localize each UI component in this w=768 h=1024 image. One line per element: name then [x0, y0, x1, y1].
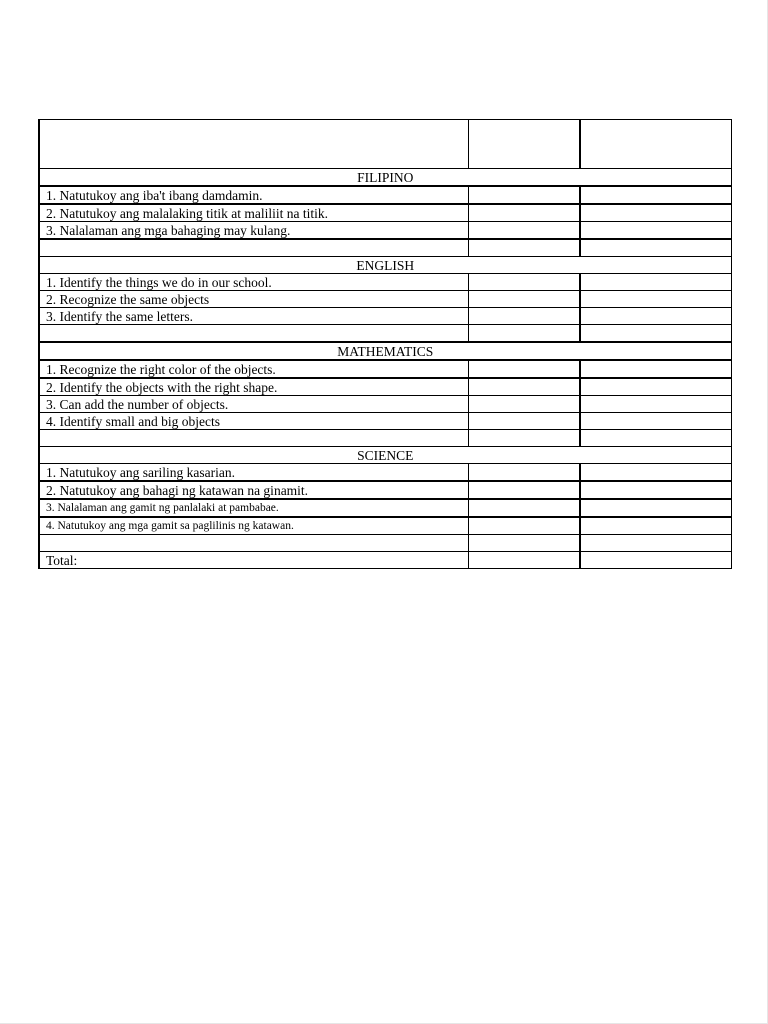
rating-cell[interactable]	[468, 291, 580, 308]
table-row	[39, 360, 731, 378]
blank-cell	[468, 430, 580, 447]
remarks-cell[interactable]	[580, 274, 731, 291]
competency-cell: 3. Identify the same letters.	[39, 308, 468, 325]
total-label: Total:	[39, 552, 468, 569]
competency-cell: 3. Nalalaman ang gamit ng panlalaki at pambabae.	[39, 499, 468, 517]
total-cell-column-2[interactable]	[468, 552, 580, 569]
remarks-cell[interactable]	[580, 517, 731, 535]
blank-cell	[468, 325, 580, 343]
blank-cell	[468, 239, 580, 257]
remarks-cell[interactable]	[580, 360, 731, 378]
remarks-cell[interactable]	[580, 499, 731, 517]
rating-cell[interactable]	[468, 481, 580, 499]
header-cell-competency	[39, 120, 468, 169]
blank-row	[39, 430, 731, 447]
competency-cell: 4. Identify small and big objects	[39, 413, 468, 430]
remarks-cell[interactable]	[580, 291, 731, 308]
remarks-cell[interactable]	[580, 464, 731, 482]
rating-cell[interactable]	[468, 204, 580, 222]
rating-cell[interactable]	[468, 464, 580, 482]
competency-cell: 2. Natutukoy ang malalaking titik at maliliit na titik.	[39, 204, 468, 222]
table-row	[39, 274, 731, 291]
remarks-cell[interactable]	[580, 308, 731, 325]
table-row	[39, 204, 731, 222]
competency-cell: 2. Identify the objects with the right shape.	[39, 378, 468, 396]
table-row	[39, 378, 731, 396]
rating-cell[interactable]	[468, 517, 580, 535]
section-row-filipino	[39, 169, 731, 187]
competency-cell: 3. Can add the number of objects.	[39, 396, 468, 413]
remarks-cell[interactable]	[580, 204, 731, 222]
remarks-cell[interactable]	[580, 396, 731, 413]
total-cell-column-3[interactable]	[580, 552, 731, 569]
table-row	[39, 481, 731, 499]
table-row	[39, 517, 731, 535]
competency-cell: 1. Recognize the right color of the objects.	[39, 360, 468, 378]
table-header-row	[39, 120, 731, 169]
remarks-cell[interactable]	[580, 413, 731, 430]
competency-cell: 3. Nalalaman ang mga bahaging may kulang.	[39, 222, 468, 240]
blank-cell	[580, 325, 731, 343]
blank-cell	[580, 430, 731, 447]
section-title: MATHEMATICS	[39, 342, 731, 360]
rating-cell[interactable]	[468, 222, 580, 240]
blank-cell	[580, 239, 731, 257]
section-row-mathematics	[39, 342, 731, 360]
blank-cell	[580, 535, 731, 552]
blank-cell	[39, 535, 468, 552]
table-row	[39, 291, 731, 308]
blank-cell	[39, 239, 468, 257]
table-row	[39, 186, 731, 204]
total-row	[39, 552, 731, 569]
competency-cell: 1. Natutukoy ang iba't ibang damdamin.	[39, 186, 468, 204]
section-row-english	[39, 257, 731, 274]
blank-cell	[39, 430, 468, 447]
remarks-cell[interactable]	[580, 222, 731, 240]
rating-cell[interactable]	[468, 413, 580, 430]
blank-cell	[39, 325, 468, 343]
rating-cell[interactable]	[468, 186, 580, 204]
table-row	[39, 222, 731, 240]
rating-cell[interactable]	[468, 274, 580, 291]
competency-cell: 2. Natutukoy ang bahagi ng katawan na ginamit.	[39, 481, 468, 499]
competency-cell: 2. Recognize the same objects	[39, 291, 468, 308]
competency-cell: 1. Identify the things we do in our school.	[39, 274, 468, 291]
blank-row	[39, 325, 731, 343]
section-title: ENGLISH	[39, 257, 731, 274]
table-row	[39, 413, 731, 430]
blank-row	[39, 239, 731, 257]
rating-cell[interactable]	[468, 378, 580, 396]
rating-cell[interactable]	[468, 308, 580, 325]
rating-cell[interactable]	[468, 396, 580, 413]
competency-checklist-table	[38, 119, 732, 569]
section-title: SCIENCE	[39, 447, 731, 464]
blank-row	[39, 535, 731, 552]
competency-cell: 4. Natutukoy ang mga gamit sa paglilinis ng katawan.	[39, 517, 468, 535]
table-row	[39, 499, 731, 517]
rating-cell[interactable]	[468, 499, 580, 517]
section-row-science	[39, 447, 731, 464]
rating-cell[interactable]	[468, 360, 580, 378]
table-row	[39, 308, 731, 325]
blank-cell	[468, 535, 580, 552]
remarks-cell[interactable]	[580, 378, 731, 396]
table-row	[39, 396, 731, 413]
remarks-cell[interactable]	[580, 186, 731, 204]
section-title: FILIPINO	[39, 169, 731, 187]
header-cell-column-2	[468, 120, 580, 169]
table-row	[39, 464, 731, 482]
competency-cell: 1. Natutukoy ang sariling kasarian.	[39, 464, 468, 482]
header-cell-column-3	[580, 120, 731, 169]
remarks-cell[interactable]	[580, 481, 731, 499]
